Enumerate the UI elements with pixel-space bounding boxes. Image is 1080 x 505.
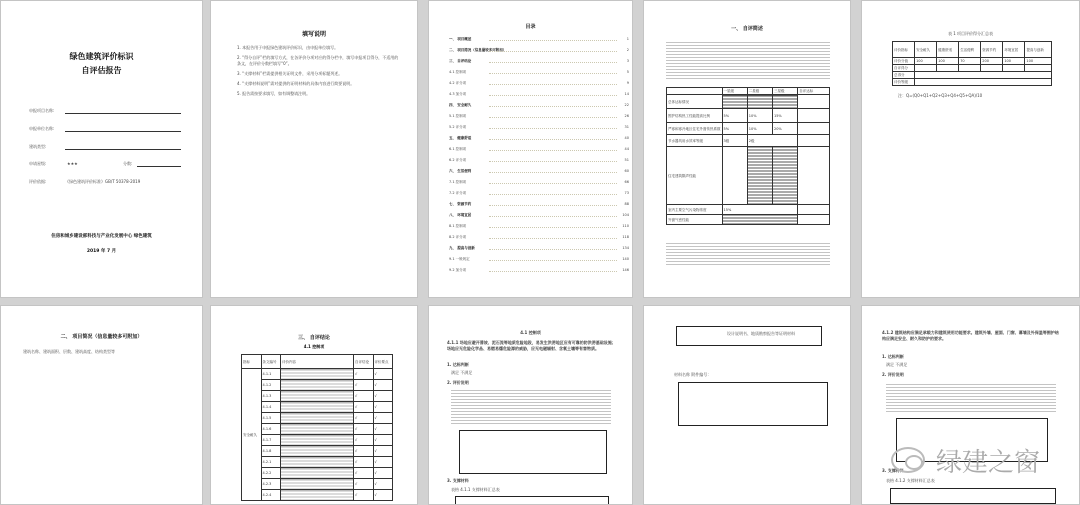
selfeval-code: 4.1.1 <box>261 369 281 380</box>
toc-entry-label: 三、 自评结论 <box>449 59 472 63</box>
summary-row-label: 自评得分 <box>893 65 915 72</box>
summary-row-label: 评价等级 <box>893 79 915 86</box>
selfeval-mark: √ <box>354 391 374 402</box>
toc-entry-label: 四、 安全耐久 <box>449 103 472 107</box>
cover-date: 2019 年 7 月 <box>86 249 117 254</box>
watermark-text: 绿建之窗 <box>935 448 1040 478</box>
page-toc[interactable] <box>428 0 633 298</box>
selfeval-mark: √ <box>373 435 393 446</box>
summary-title: 表 1 项目评价得分汇总表 <box>947 31 994 36</box>
selfeval-mark: √ <box>354 435 374 446</box>
cover-score-label: 分数: <box>123 161 133 166</box>
toc-entry-page: 134 <box>622 246 629 250</box>
toc-entry[interactable] <box>449 70 629 75</box>
selfeval-row <box>242 457 393 468</box>
toc-entry[interactable] <box>449 169 629 174</box>
blank-table <box>676 326 822 346</box>
summary-value: 70 <box>959 58 981 65</box>
instruction-item: 3. “支撑材料”栏需提供相关证明文件，采用分项标题列述。 <box>237 71 343 76</box>
selfeval-header: 指标 <box>242 355 262 369</box>
selfeval-row <box>242 413 393 424</box>
summary-value: 100 <box>1025 58 1052 65</box>
toc-entry-label: 八、 环境宜居 <box>449 213 472 217</box>
selfeval-row <box>242 369 393 380</box>
blank-label: 材料名称 附件编号： <box>674 372 712 377</box>
toc-entry[interactable] <box>449 180 629 185</box>
detail-check-label: 1. 达标判断 <box>447 362 469 367</box>
cover-title-line1: 绿色建筑评价标识 <box>69 52 134 61</box>
selfeval-mark: √ <box>373 446 393 457</box>
selfeval-header: 自评结论 <box>354 355 374 369</box>
last-table-label: 表格 4.1.2 支撑材料汇总表 <box>886 478 935 483</box>
toc-entry-page: 60 <box>624 169 629 173</box>
toc-entry[interactable] <box>449 114 629 119</box>
cover-field-5: 评价依据: <box>29 179 47 184</box>
toc-entry[interactable] <box>449 202 629 207</box>
selfeval-mark: √ <box>373 468 393 479</box>
summary-row-label: 总得分 <box>893 72 915 79</box>
cover-field-4: 申请星级: <box>29 161 47 166</box>
toc-entry-label: 二、 项目简况（信息量较多可附加） <box>449 48 507 52</box>
instruction-item: 4. “支撑材料说明”需对提供的证明材料的具体内容进行简要说明。 <box>237 81 355 86</box>
toc-entry-page: 22 <box>624 103 629 107</box>
overview-title: 一、 自评简述 <box>731 26 763 32</box>
overview-cell: 15% <box>722 205 798 215</box>
selfeval-code: 4.1.4 <box>261 402 281 413</box>
page-overview[interactable] <box>643 0 851 298</box>
blank-cell-text: 设计说明书、地质勘察报告等证明材料 <box>727 331 795 336</box>
overview-row-label: 外窗气密性能 <box>667 215 723 225</box>
selfeval-mark: √ <box>373 424 393 435</box>
page-selfeval[interactable] <box>210 305 418 505</box>
toc-entry-label: 九、 提高与创新 <box>449 246 475 250</box>
summary-header: 健康舒适 <box>937 42 959 58</box>
selfeval-mark: √ <box>373 490 393 501</box>
summary-table <box>892 41 1052 86</box>
page-project[interactable] <box>0 305 203 505</box>
page-detail[interactable] <box>428 305 633 505</box>
toc-entry[interactable] <box>449 59 629 64</box>
toc-entry-page: 26 <box>624 114 629 118</box>
overview-col: 一星级 <box>722 88 747 95</box>
cover-basis: 《绿色建筑评价标准》GB/T 50378-2019 <box>65 179 141 184</box>
selfeval-mark: √ <box>354 413 374 424</box>
overview-col: 三星级 <box>772 88 797 95</box>
selfeval-mark: √ <box>354 479 374 490</box>
selfeval-row <box>242 380 393 391</box>
toc-entry-label: 5.1 控制项 <box>449 114 467 118</box>
toc-entry-label: 五、 健康舒适 <box>449 136 472 140</box>
overview-row-label: 住宅建筑隔声性能 <box>667 147 723 205</box>
selfeval-title: 三、 自评结论 <box>298 335 330 341</box>
toc-entry-label: 4.3 加分项 <box>449 92 467 96</box>
last-table-stub <box>890 488 1056 504</box>
selfeval-row <box>242 479 393 490</box>
overview-cell: 10% <box>747 123 772 135</box>
selfeval-code: 4.1.2 <box>261 380 281 391</box>
selfeval-header: 评价内容 <box>281 355 354 369</box>
last-sub-label: 3. 支撑材料 <box>882 468 904 473</box>
selfeval-mark: √ <box>373 457 393 468</box>
toc-entry[interactable] <box>449 224 629 229</box>
instruction-item: 1. 本报告用于申报绿色建筑评价标识，由申报单位填写。 <box>237 45 339 50</box>
overview-cell: 15% <box>772 109 797 123</box>
selfeval-header: 评价要点 <box>373 355 393 369</box>
selfeval-mark: √ <box>373 369 393 380</box>
page-blank[interactable] <box>643 305 851 505</box>
last-clause: 4.1.2 建筑结构应满足承载力和建筑使用功能要求。建筑外墙、屋面、门窗、幕墙及外保温等围护结构应满足安全、耐久和防护的要求。 <box>882 330 1059 341</box>
selfeval-mark: √ <box>373 402 393 413</box>
selfeval-header: 条文编号 <box>261 355 281 369</box>
page-cover[interactable] <box>0 0 203 298</box>
detail-sub-label: 3. 支撑材料 <box>447 478 469 483</box>
toc-entry[interactable] <box>449 191 629 196</box>
selfeval-code: 4.1.6 <box>261 424 281 435</box>
toc-entry-page: 73 <box>624 191 629 195</box>
selfeval-mark: √ <box>354 402 374 413</box>
selfeval-code: 4.1.8 <box>261 446 281 457</box>
selfeval-mark: √ <box>373 380 393 391</box>
page-instructions[interactable] <box>210 0 418 298</box>
toc-entry[interactable] <box>449 103 629 108</box>
overview-row-label: 节水器具用水效率等级 <box>667 135 723 147</box>
selfeval-mark: √ <box>373 391 393 402</box>
toc-entry-label: 8.2 评分项 <box>449 235 467 239</box>
toc-entry-page: 9 <box>626 81 629 85</box>
summary-header: 生活便利 <box>959 42 981 58</box>
toc-entry-label: 6.1 控制项 <box>449 147 467 151</box>
detail-check-value: 满足 不满足 <box>451 370 473 375</box>
wechat-logo-icon <box>891 447 925 473</box>
toc-entry-page: 44 <box>624 147 629 151</box>
selfeval-category: 安全耐久 <box>242 369 262 501</box>
overview-row-label: 总体达标情况 <box>667 95 723 109</box>
last-check-label: 1. 达标判断 <box>882 354 904 359</box>
cover-field-3: 建筑类型: <box>29 144 47 149</box>
summary-header: 提高与创新 <box>1025 42 1052 58</box>
toc-entry-label: 7.1 控制项 <box>449 180 467 184</box>
blank-box[interactable] <box>678 382 828 426</box>
toc-entry-page: 146 <box>622 268 629 272</box>
selfeval-row <box>242 468 393 479</box>
toc-entry-label: 七、 资源节约 <box>449 202 472 206</box>
summary-header: 环境宜居 <box>1003 42 1025 58</box>
toc-entry-page: 5 <box>626 70 629 74</box>
selfeval-mark: √ <box>373 479 393 490</box>
overview-cell: 5% <box>722 109 747 123</box>
selfeval-row <box>242 490 393 501</box>
detail-eval-label: 2. 评价说明 <box>447 380 469 385</box>
overview-cell: 20% <box>772 123 797 135</box>
toc-entry[interactable] <box>449 268 629 273</box>
toc-entry-page: 3 <box>626 59 629 63</box>
last-check-value: 满足 不满足 <box>886 362 908 367</box>
toc-entry[interactable] <box>449 81 629 86</box>
last-eval-label: 2. 评价说明 <box>882 372 904 377</box>
project-title: 二、 项目简况（信息量较多可附加） <box>60 334 143 340</box>
toc-entry[interactable] <box>449 37 629 42</box>
summary-note: 注：Q=(Q0+Q1+Q2+Q3+Q4+Q5+QA)/10 <box>898 93 983 98</box>
toc-entry-page: 2 <box>626 48 629 52</box>
cover-field-1: 申报项目名称: <box>29 108 55 113</box>
selfeval-row <box>242 391 393 402</box>
toc-entry-page: 31 <box>624 125 629 129</box>
selfeval-code: 4.2.2 <box>261 468 281 479</box>
toc-entry-page: 14 <box>624 92 629 96</box>
toc-entry[interactable] <box>449 48 629 53</box>
selfeval-mark: √ <box>354 446 374 457</box>
instruction-item: 5. 报告需按要求填写，如有调整请注明。 <box>237 91 311 96</box>
detail-table-label: 表格 4.1.1 支撑材料汇总表 <box>451 487 500 492</box>
selfeval-row <box>242 446 393 457</box>
selfeval-mark: √ <box>354 369 374 380</box>
overview-row-label: 围护结构热工性能提高比例 <box>667 109 723 123</box>
overview-cell: 10% <box>747 109 772 123</box>
overview-row-label: 室内主要空气污染物浓度 <box>667 205 723 215</box>
toc-entry-label: 8.1 控制项 <box>449 224 467 228</box>
toc-entry-page: 104 <box>622 213 629 217</box>
selfeval-table <box>241 354 393 501</box>
toc-entry-label: 4.1 控制项 <box>449 70 467 74</box>
instructions-title: 填写说明 <box>301 31 326 38</box>
toc-entry-label: 一、 项目概述 <box>449 37 472 41</box>
toc-entry-label: 六、 生活便利 <box>449 169 472 173</box>
detail-clause: 4.1.1 场地应避开滑坡、泥石流等地质危险地段，易发生洪涝地区应有可靠的防洪涝基础设施；场地应无危险化学品、易燃易爆危险源的威胁，应无电磁辐射、含氧土壤等有害物质。 <box>447 340 616 351</box>
toc-entry-label: 5.2 评分项 <box>449 125 467 129</box>
summary-value: 200 <box>981 58 1003 65</box>
toc-entry[interactable] <box>449 213 629 218</box>
selfeval-mark: √ <box>354 490 374 501</box>
toc-entry-page: 1 <box>626 37 629 41</box>
summary-row-label: 评价分值 <box>893 58 915 65</box>
toc-entry[interactable] <box>449 246 629 251</box>
toc-entry-label: 6.2 评分项 <box>449 158 467 162</box>
selfeval-mark: √ <box>354 457 374 468</box>
overview-cell: 2级 <box>747 135 797 147</box>
toc-entry-page: 118 <box>622 235 629 239</box>
cover-title-line2: 自评估报告 <box>81 66 122 75</box>
overview-cell: 5% <box>722 123 747 135</box>
selfeval-mark: √ <box>354 468 374 479</box>
cover-stars: ★★★ <box>67 161 78 166</box>
overview-row-label: 严寒和寒冷地区住宅外窗传热系数 <box>667 123 723 135</box>
summary-header: 评价指标 <box>893 42 915 58</box>
selfeval-code: 4.1.7 <box>261 435 281 446</box>
overview-col: 自评达标 <box>798 88 830 95</box>
overview-cell: 3级 <box>722 135 747 147</box>
selfeval-code: 4.1.5 <box>261 413 281 424</box>
selfeval-code: 4.2.4 <box>261 490 281 501</box>
toc-title: 目录 <box>525 24 536 30</box>
selfeval-row <box>242 435 393 446</box>
overview-col: 二星级 <box>747 88 772 95</box>
selfeval-code: 4.1.3 <box>261 391 281 402</box>
toc-entry-page: 51 <box>624 158 629 162</box>
selfeval-mark: √ <box>354 424 374 435</box>
page-summary[interactable] <box>861 0 1080 298</box>
selfeval-code: 4.2.1 <box>261 457 281 468</box>
cover-org: 住房和城乡建设部科技与产业化发展中心 绿色建筑 <box>51 234 152 239</box>
toc-entry[interactable] <box>449 235 629 240</box>
toc-entry-page: 88 <box>624 202 629 206</box>
toc-entry-page: 110 <box>622 224 629 228</box>
detail-title: 4.1 控制项 <box>520 330 541 335</box>
selfeval-mark: √ <box>354 380 374 391</box>
detail-table-stub <box>455 496 609 505</box>
instruction-item: 2. “得分自评”栏的填写方式，在各评价分项对应的得分栏中，填写申报项目得分，不适用的条文，在评价分数栏填写“0”。 <box>237 55 399 66</box>
toc-entry-label: 9.1 一般规定 <box>449 257 470 261</box>
cover-field-2: 申报单位名称: <box>29 126 55 131</box>
toc-entry-label: 4.2 评分项 <box>449 81 467 85</box>
summary-value: 100 <box>1003 58 1025 65</box>
toc-entry[interactable] <box>449 257 629 262</box>
selfeval-code: 4.2.3 <box>261 479 281 490</box>
toc-entry-label: 9.2 加分项 <box>449 268 467 272</box>
selfeval-subtitle: 4.1 控制项 <box>303 344 325 349</box>
toc-entry-label: 7.2 评分项 <box>449 191 467 195</box>
overview-table <box>666 87 830 225</box>
summary-value: 100 <box>937 58 959 65</box>
toc-entry[interactable] <box>449 136 629 141</box>
toc-entry[interactable] <box>449 158 629 163</box>
summary-header: 安全耐久 <box>915 42 937 58</box>
toc-entry[interactable] <box>449 92 629 97</box>
toc-entry[interactable] <box>449 147 629 152</box>
summary-header: 资源节约 <box>981 42 1003 58</box>
detail-textbox[interactable] <box>459 430 607 474</box>
selfeval-mark: √ <box>373 413 393 424</box>
summary-value: 100 <box>915 58 937 65</box>
toc-entry-page: 66 <box>624 180 629 184</box>
selfeval-row <box>242 402 393 413</box>
toc-entry-page: 40 <box>624 136 629 140</box>
toc-entry-page: 140 <box>622 257 629 261</box>
project-line: 建筑名称、建筑面积、层数、建筑高度、结构类型等 <box>23 349 115 354</box>
selfeval-row <box>242 424 393 435</box>
toc-entry[interactable] <box>449 125 629 130</box>
instructions-list <box>237 45 401 101</box>
